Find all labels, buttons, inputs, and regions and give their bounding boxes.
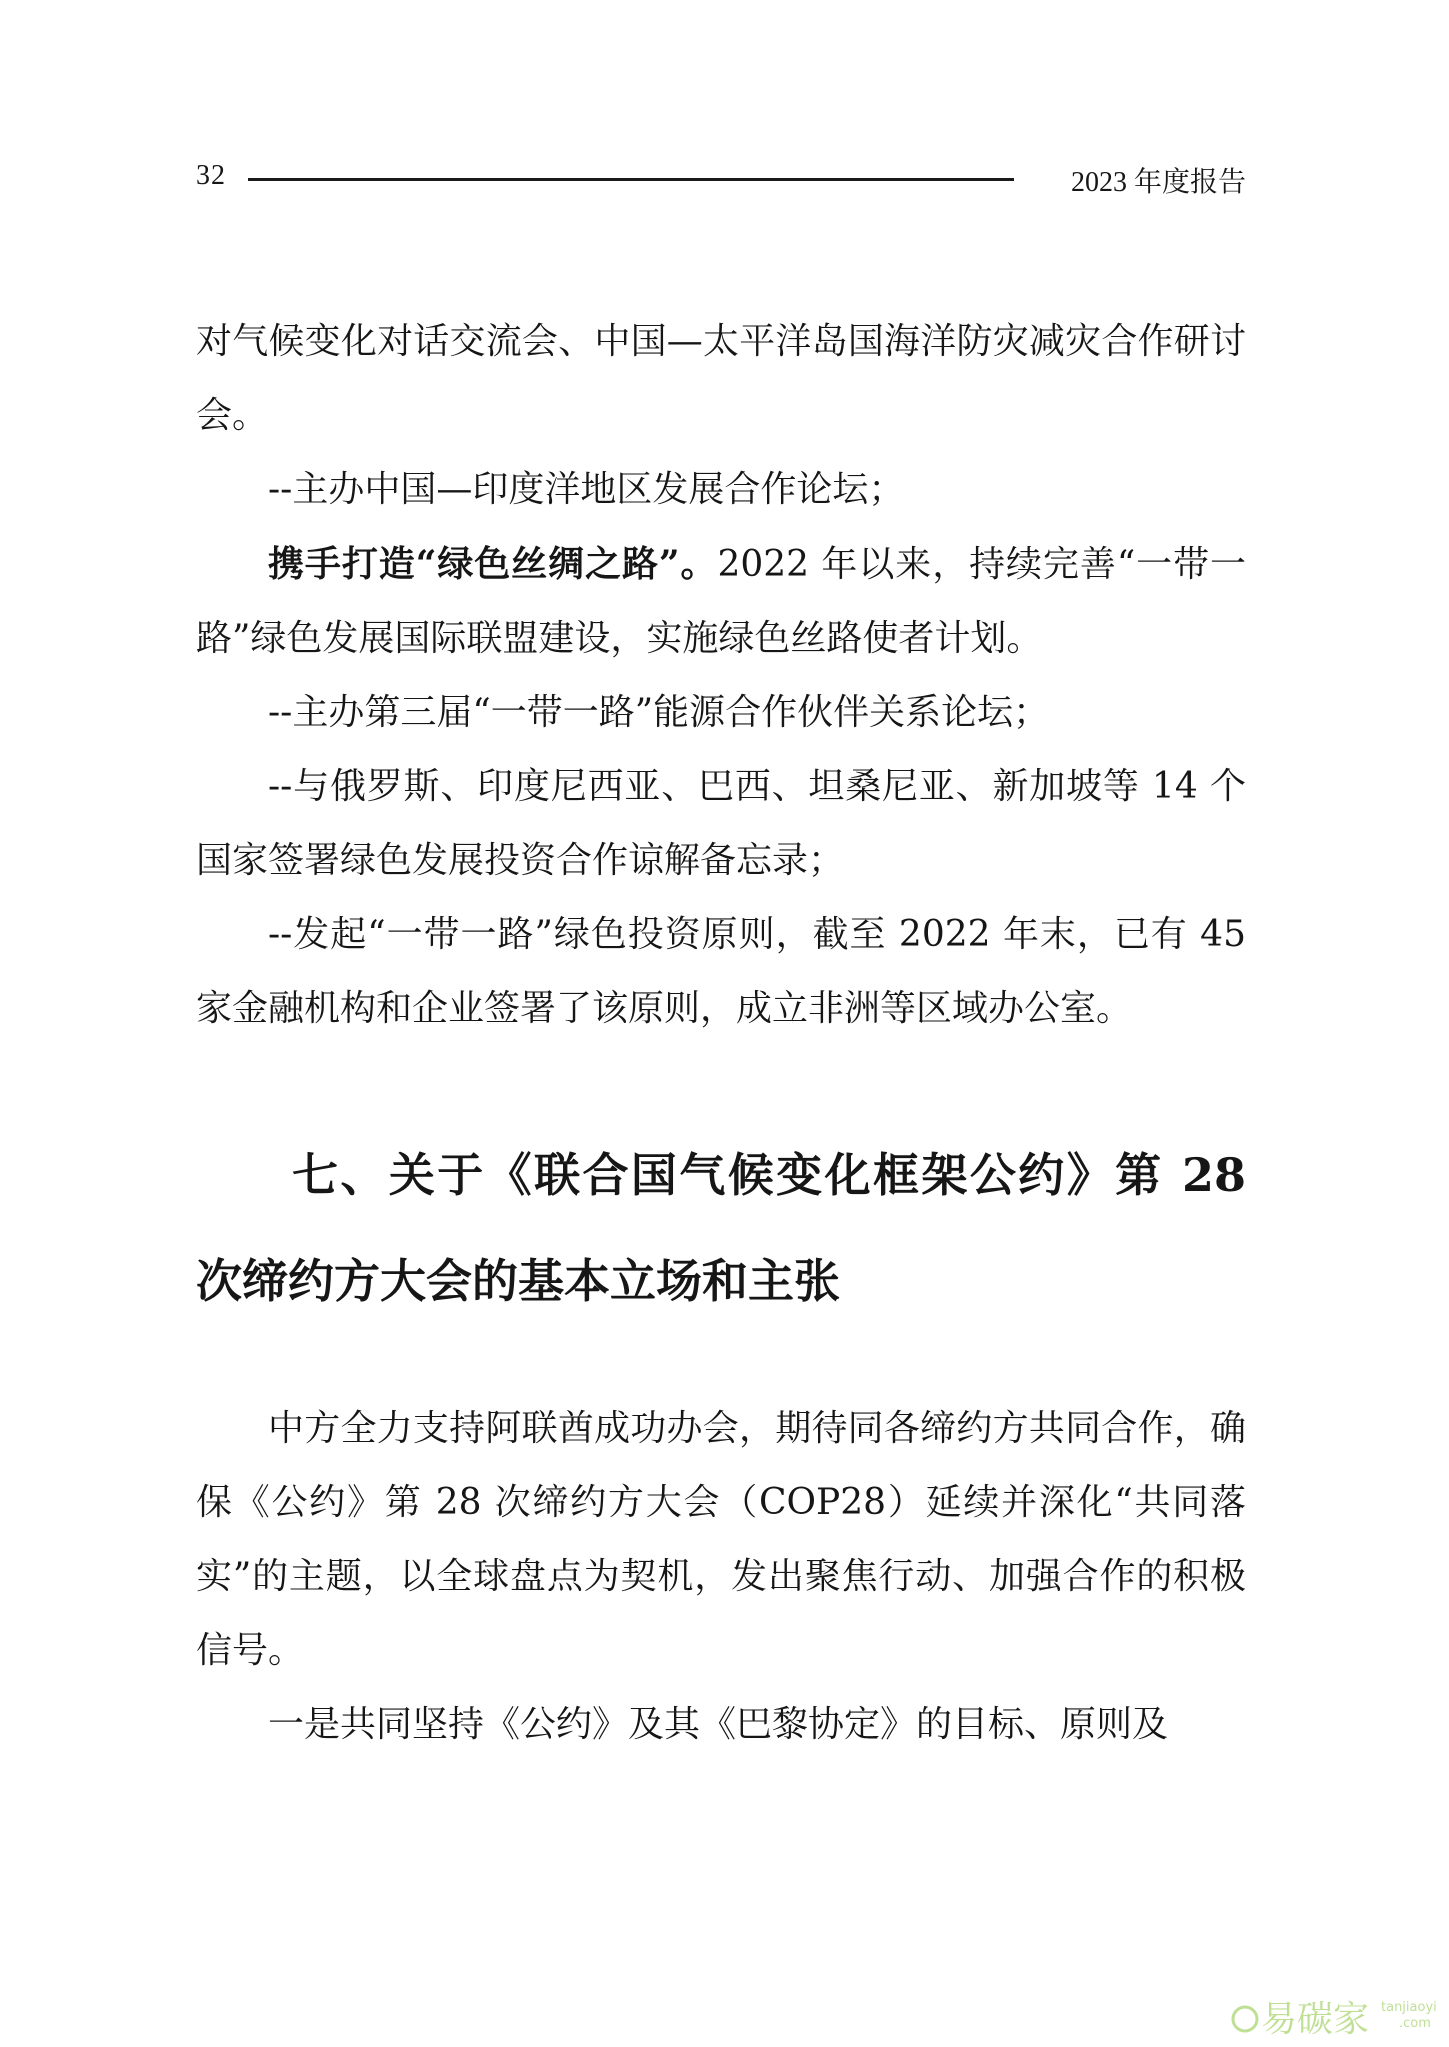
bullet-green-investment-principles: --发起“一带一路”绿色投资原则，截至 2022 年末，已有 45 家金融机构和企业签署了该原则，成立非洲等区域办公室。 bbox=[196, 914, 1246, 1029]
section-paragraph-1: 中方全力支持阿联酋成功办会，期待同各缔约方共同合作，确保《公约》第 28 次缔约方大会（COP28）延续并深化“共同落实”的主题，以全球盘点为契机，发出聚焦行动、加强合作的积极信号。 bbox=[196, 1408, 1246, 1671]
watermark-domain-2: .com bbox=[1399, 2016, 1431, 2031]
green-silk-road-text: 2022 年以来，持续完善“一带一路”绿色发展国际联盟建设，实施绿色丝路使者计划。 bbox=[196, 544, 1246, 659]
watermark-leaf-icon bbox=[1233, 2007, 1257, 2031]
section-heading: 七、关于《联合国气候变化框架公约》第 28 次缔约方大会的基本立场和主张 bbox=[196, 1148, 1246, 1308]
bullet-indian-ocean-forum: --主办中国—印度洋地区发展合作论坛； bbox=[268, 469, 905, 510]
page-header bbox=[196, 158, 1246, 198]
watermark-domain-1: tanjiaoyi bbox=[1381, 2000, 1437, 2015]
header-rule bbox=[248, 178, 1014, 181]
green-silk-road-lead: 携手打造“绿色丝绸之路”。 bbox=[268, 543, 718, 585]
page-content bbox=[196, 305, 1246, 1762]
section-paragraph-2: 一是共同坚持《公约》及其《巴黎协定》的目标、原则及 bbox=[268, 1704, 1169, 1745]
watermark-brand: 易碳家 bbox=[1261, 1999, 1370, 2040]
paragraph-green-silk-road bbox=[196, 527, 1246, 676]
bullet-investment-mou: --与俄罗斯、印度尼西亚、巴西、坦桑尼亚、新加坡等 14 个国家签署绿色发展投资合作谅解备忘录； bbox=[196, 766, 1246, 881]
bullet-energy-forum: --主办第三届“一带一路”能源合作伙伴关系论坛； bbox=[268, 692, 1050, 733]
watermark-logo bbox=[1231, 1989, 1441, 2043]
report-title: 2023 年度报告 bbox=[1070, 167, 1246, 198]
paragraph-continued: 对气候变化对话交流会、中国—太平洋岛国海洋防灾减灾合作研讨会。 bbox=[196, 321, 1246, 436]
page-number: 32 bbox=[196, 160, 226, 191]
